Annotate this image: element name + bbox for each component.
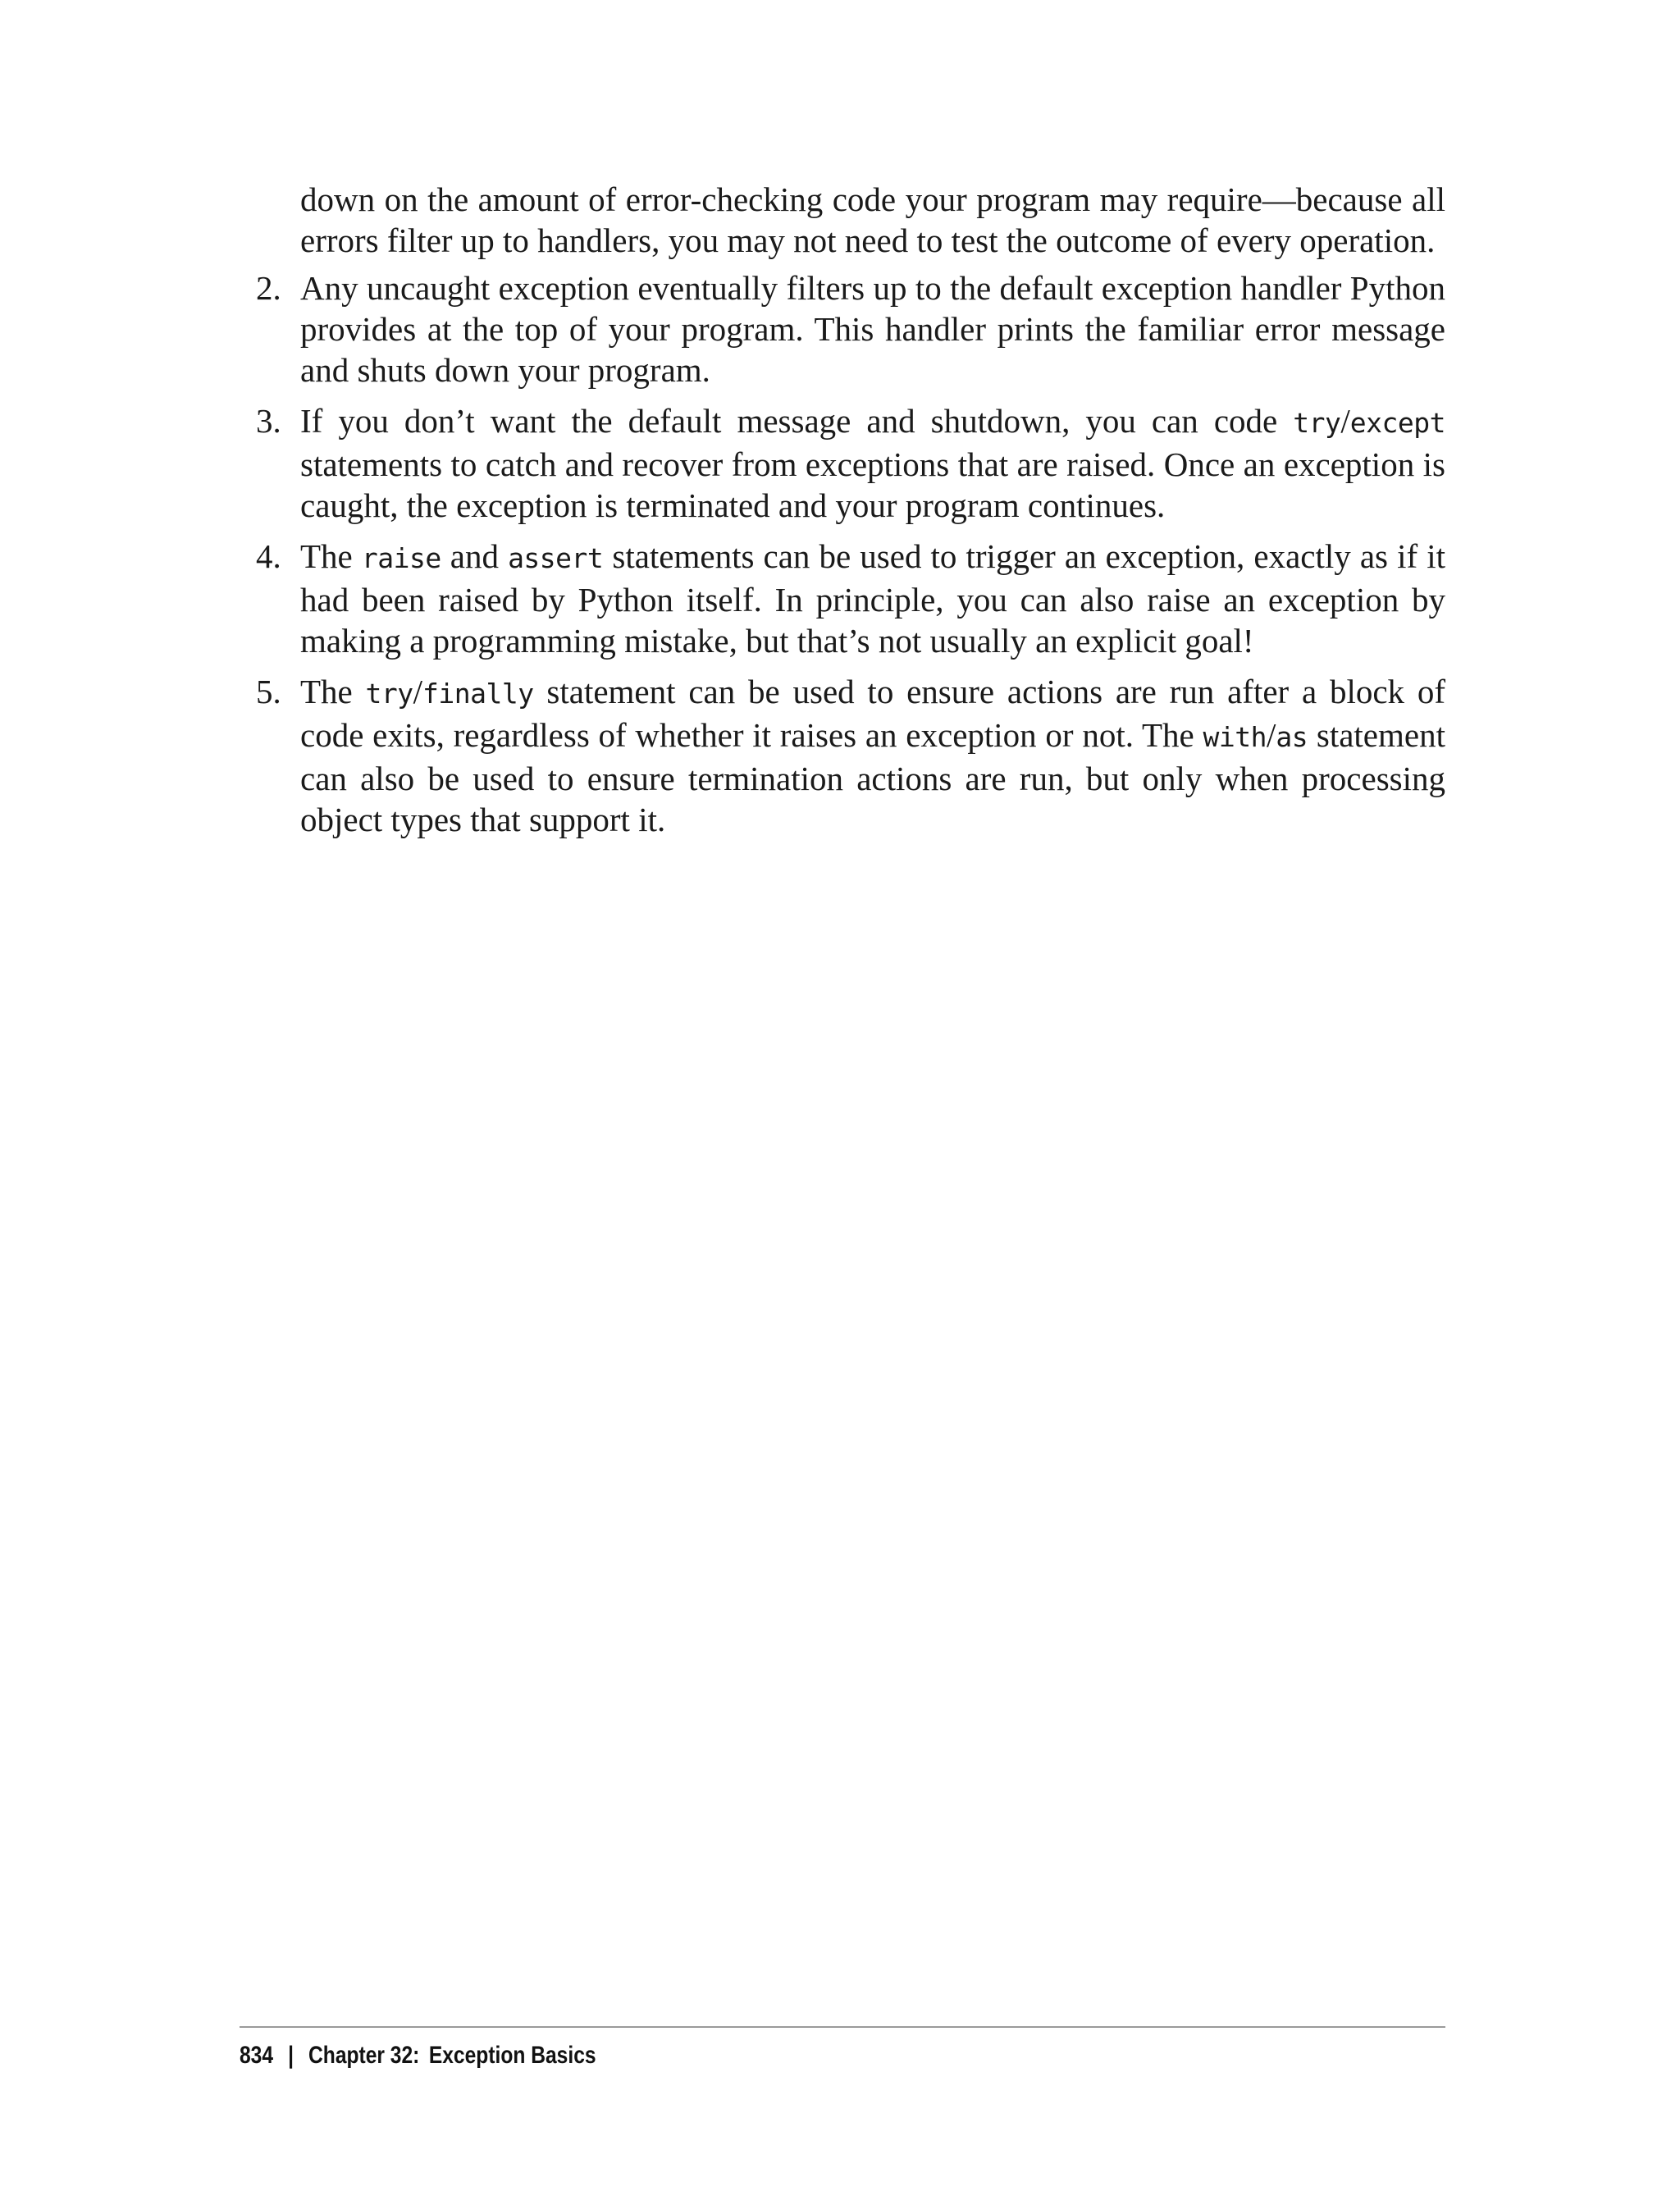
list-item-text: statement can be used to ensure actions are run after a block of code exits, regardless of whether it raises an exception or not. The	[300, 673, 1445, 754]
page-footer	[240, 2039, 596, 2072]
list-item	[256, 671, 1445, 840]
list-item-text: statements to catch and recover from exceptions that are raised. Once an exception is caught, the exception is terminated and your program continues.	[300, 445, 1445, 524]
inline-code: raise	[361, 542, 441, 574]
list-item-text: The	[300, 537, 362, 575]
list-item	[256, 267, 1445, 390]
list-item-text: statement can also be used to ensure termination actions are run, but only when processing object types that support it.	[300, 716, 1445, 838]
footer-rule	[240, 2026, 1445, 2028]
list-item-text: and	[441, 537, 509, 575]
list-item-text: If you don’t want the default message and shutdown, you can code	[300, 402, 1294, 440]
chapter-label: Chapter 32:	[308, 2042, 420, 2069]
continuation-paragraph: down on the amount of error-checking code your program may require—because all errors filter up to handlers, you may not need to test the outcome of every operation.	[300, 180, 1445, 259]
list-item	[256, 400, 1445, 526]
footer-separator: |	[288, 2042, 294, 2069]
body-text	[256, 179, 1446, 850]
list-item-text: Any uncaught exception eventually filters up to the default exception handler Python provides at the top of your program. This handler prints the familiar error message and shuts down your program.	[300, 269, 1445, 389]
list-item-number: 3.	[256, 402, 281, 440]
inline-code: try	[1293, 407, 1341, 439]
numbered-list	[256, 267, 1446, 840]
list-item-text: The	[300, 673, 366, 710]
list-item-text: /	[1266, 716, 1276, 754]
inline-code: with	[1203, 721, 1267, 753]
inline-code: finally	[422, 678, 534, 710]
inline-code: try	[365, 678, 413, 710]
list-item-number: 4.	[256, 537, 281, 575]
list-item-text: /	[413, 673, 423, 710]
chapter-title: Exception Basics	[428, 2042, 596, 2069]
list-item	[256, 536, 1446, 661]
page-number: 834	[240, 2042, 274, 2069]
list-item-number: 2.	[256, 269, 281, 307]
inline-code: as	[1276, 721, 1308, 753]
list-item-text: statements can be used to trigger an exception, exactly as if it had been raised by Python itself. In principle, you can also raise an exception by making a programming mistake, but that’s not usually an explicit goal!	[300, 537, 1446, 660]
list-item-text: /	[1340, 402, 1350, 440]
inline-code: except	[1349, 407, 1445, 439]
inline-code: assert	[508, 542, 604, 574]
list-item-number: 5.	[256, 673, 281, 710]
